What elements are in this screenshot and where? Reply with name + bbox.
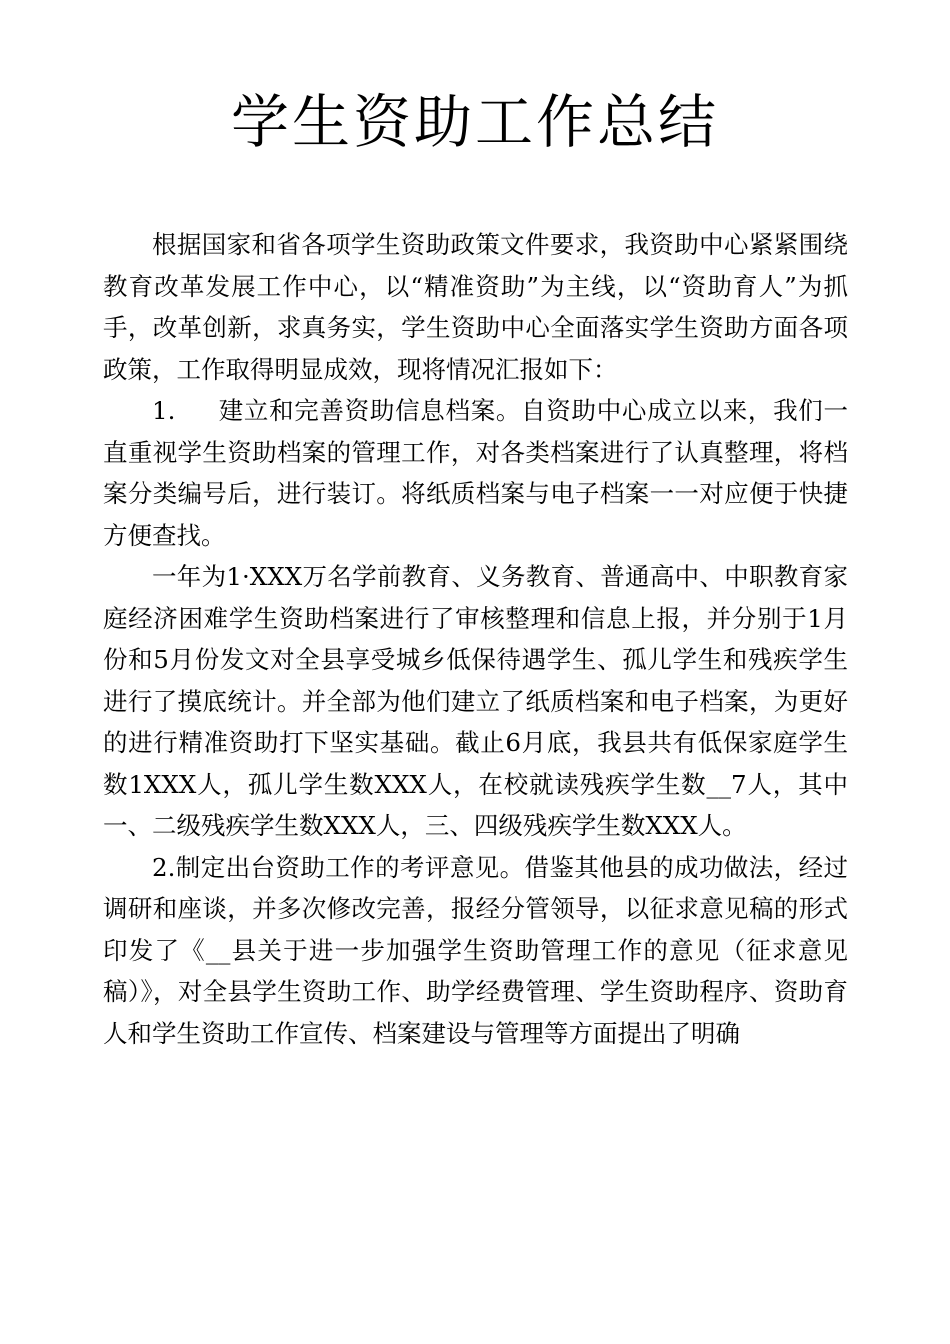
paragraph-item-1-text: 建立和完善资助信息档案。自资助中心成立以来，我们一直重视学生资助档案的管理工作，对各类档案进行了认真整理，将档案分类编号后，进行装订。将纸质档案与电子档案一一对应便于快捷方便查找。 bbox=[103, 396, 848, 550]
paragraph-item-1 bbox=[103, 390, 848, 556]
document-title: 学生资助工作总结 bbox=[230, 88, 719, 156]
paragraph-intro: 根据国家和省各项学生资助政策文件要求，我资助中心紧紧围绕教育改革发展工作中心，以“精准资助”为主线，以“资助育人”为抓手，改革创新，求真务实，学生资助中心全面落实学生资助方面各项政策，工作取得明显成效，现将情况汇报如下： bbox=[103, 230, 848, 384]
item-number: 1. bbox=[152, 396, 176, 425]
paragraph-statistics: 一年为1·XXX万名学前教育、义务教育、普通高中、中职教育家庭经济困难学生资助档案进行了审核整理和信息上报，并分别于1月份和5月份发文对全县享受城乡低保待遇学生、孤儿学生和残疾学生进行了摸底统计。并全部为他们建立了纸质档案和电子档案，为更好的进行精准资助打下坚实基础。截止6月底，我县共有低保家庭学生数1XXX人，孤儿学生数XXX人，在校就读残疾学生数__7人，其中一、二级残疾学生数XXX人，三、四级残疾学生数XXX人。 bbox=[103, 562, 848, 840]
paragraph-item-2: 2.制定出台资助工作的考评意见。借鉴其他县的成功做法，经过调研和座谈，并多次修改完善，报经分管领导，以征求意见稿的形式印发了《__县关于进一步加强学生资助管理工作的意见（征求意见稿）》，对全县学生资助工作、助学经费管理、学生资助程序、资助育人和学生资助工作宣传、档案建设与管理等方面提出了明确 bbox=[103, 852, 848, 1048]
document-body bbox=[103, 224, 848, 1054]
